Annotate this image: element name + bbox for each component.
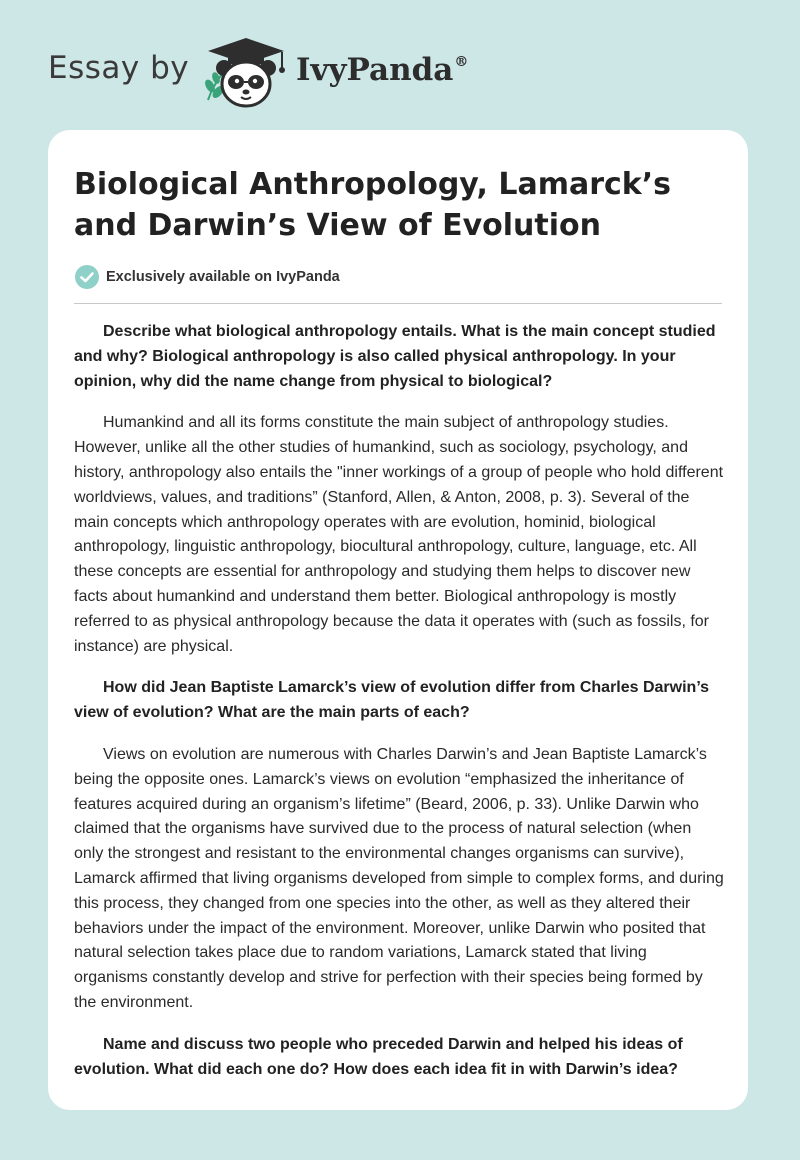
question-paragraph: Describe what biological anthropology entails. What is the main concept studied and why? Biological anthropology is also called physical anthropology. In your opinion, why did the name change from physical to biological? — [74, 323, 716, 390]
brand-name[interactable]: IvyPanda® — [296, 52, 469, 88]
site-header — [0, 0, 800, 130]
panda-graduate-icon[interactable] — [198, 34, 294, 110]
essay-body — [74, 320, 724, 1099]
page-title: Biological Anthropology, Lamarck’s and Darwin’s View of Evolution — [74, 167, 672, 243]
divider — [74, 303, 722, 304]
exclusive-badge — [74, 264, 724, 290]
question-paragraph: Name and discuss two people who preceded Darwin and helped his ideas of evolution. What did each one do? How does each idea fit in with Darwin’s idea? — [74, 1035, 683, 1078]
answer-paragraph: Views on evolution are numerous with Charles Darwin’s and Jean Baptiste Lamarck’s being the opposite ones. Lamarck’s views on evolution “emphasized the inheritance of features acquired during an organism’s lifetime” (Beard, 2006, p. 33). Unlike Darwin who claimed that the organisms have survived due to the process of natural selection (when only the strongest and resistant to the environmental changes organisms can survive), Lamarck affirmed that living organisms developed from simple to complex forms, and during this process, they changed from one species into the other, as well as they altered their behaviors under the impact of the environment. Moreover, unlike Darwin who posited that natural selection takes place due to random variations, Lamarck stated that living organisms constantly develop and strive for perfection with their species being formed by the environment. — [74, 745, 724, 1011]
question-paragraph: How did Jean Baptiste Lamarck’s view of evolution differ from Charles Darwin’s view of evolution? What are the main parts of each? — [74, 679, 710, 722]
badge-label: Exclusively available on IvyPanda — [106, 269, 340, 285]
essay-card — [48, 130, 748, 1110]
answer-paragraph: Humankind and all its forms constitute the main subject of anthropology studies. However, unlike all the other studies of humankind, such as sociology, psychology, and history, anthropology also entails the "inner workings of a group of people who hold different worldviews, values, and traditions” (Stanford, Allen, & Anton, 2008, p. 3). Several of the main concepts which anthropology operates with are evolution, hominid, biological anthropology, linguistic anthropology, biocultural anthropology, culture, language, etc. All these concepts are essential for anthropology and studying them helps to discover new facts about humankind and understand them better. Biological anthropology is mostly referred to as physical anthropology because the data it operates with (such as fossils, for instance) are physical. — [74, 414, 724, 655]
check-circle-icon — [74, 264, 100, 290]
registered-mark: ® — [454, 54, 469, 70]
essay-by-label: Essay by — [48, 50, 190, 86]
